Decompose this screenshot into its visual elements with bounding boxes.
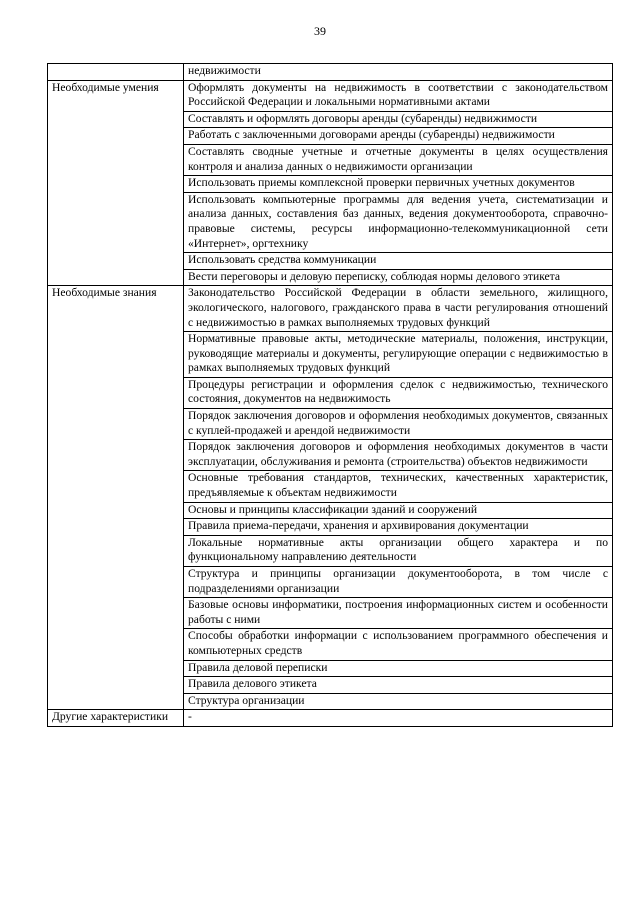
- requirement-item: Процедуры регистрации и оформления сделок с недвижимостью, технического состояния, документов на недвижимость: [184, 377, 613, 408]
- requirement-item: Законодательство Российской Федерации в области земельного, жилищного, экологического, налогового, гражданского права в части регулирования отношений с недвижимостью в рамках выполняемых трудовых функций: [184, 286, 613, 332]
- requirements-table: [47, 63, 613, 727]
- page-number: 39: [314, 24, 326, 38]
- table-row: [48, 286, 613, 332]
- empty-label-cell: [48, 64, 184, 81]
- requirement-item: Использовать компьютерные программы для ведения учета, систематизации и анализа данных, составления баз данных, ведения документооборота, справочно-правовые системы, ресурсы информационно-телекоммуникационной сети «Интернет», оргтехнику: [184, 192, 613, 252]
- requirement-item: Правила делового этикета: [184, 677, 613, 694]
- section-label-other: Другие характеристики: [48, 710, 184, 727]
- requirement-item: Локальные нормативные акты организации общего характера и по функциональному направлению деятельности: [184, 535, 613, 566]
- table-body: [48, 64, 613, 727]
- section-label-knowledge: Необходимые знания: [48, 286, 184, 710]
- requirement-item: Способы обработки информации с использованием программного обеспечения и компьютерных средств: [184, 629, 613, 660]
- table-row: [48, 710, 613, 727]
- requirement-item: Использовать приемы комплексной проверки первичных учетных документов: [184, 176, 613, 193]
- requirement-item: Нормативные правовые акты, методические материалы, положения, инструкции, руководящие материалы и документы, регулирующие операции с недвижимостью в рамках выполняемых трудовых функций: [184, 332, 613, 378]
- table-row-carryover: [48, 64, 613, 81]
- requirement-item: Правила деловой переписки: [184, 660, 613, 677]
- requirement-item: Составлять сводные учетные и отчетные документы в целях осуществления контроля и анализа данных о недвижимости организации: [184, 144, 613, 175]
- requirement-item: Вести переговоры и деловую переписку, соблюдая нормы делового этикета: [184, 269, 613, 286]
- requirement-item: Структура организации: [184, 693, 613, 710]
- requirement-item: Правила приема-передачи, хранения и архивирования документации: [184, 519, 613, 536]
- requirement-item: Базовые основы информатики, построения информационных систем и особенности работы с ними: [184, 598, 613, 629]
- requirement-item: Структура и принципы организации документооборота, в том числе с подразделениями организации: [184, 567, 613, 598]
- section-label-skills: Необходимые умения: [48, 80, 184, 286]
- requirement-item: -: [184, 710, 613, 727]
- requirement-item: Использовать средства коммуникации: [184, 253, 613, 270]
- requirement-item: Составлять и оформлять договоры аренды (субаренды) недвижимости: [184, 111, 613, 128]
- requirement-item: Порядок заключения договоров и оформления необходимых документов, связанных с куплей-продажей и арендой недвижимости: [184, 409, 613, 440]
- table-row: [48, 80, 613, 111]
- requirement-item: Оформлять документы на недвижимость в соответствии с законодательством Российской Федерации и локальными нормативными актами: [184, 80, 613, 111]
- requirement-item: Основы и принципы классификации зданий и сооружений: [184, 502, 613, 519]
- requirement-item: Порядок заключения договоров и оформления необходимых документов в части эксплуатации, обслуживания и ремонта (строительства) объектов недвижимости: [184, 440, 613, 471]
- requirement-item: Основные требования стандартов, технических, качественных характеристик, предъявляемые к объектам недвижимости: [184, 471, 613, 502]
- carryover-text: недвижимости: [184, 64, 613, 81]
- requirement-item: Работать с заключенными договорами аренды (субаренды) недвижимости: [184, 128, 613, 145]
